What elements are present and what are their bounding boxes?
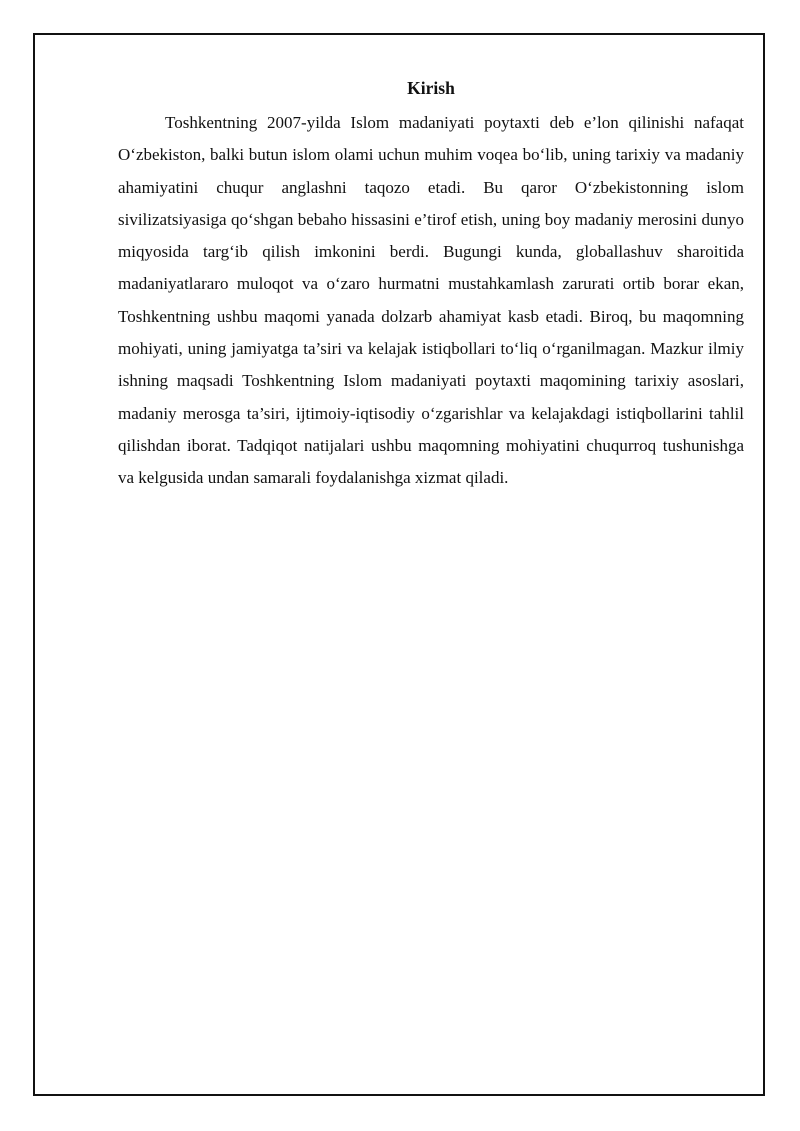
page-border — [33, 33, 765, 1096]
page-title: Kirish — [407, 78, 455, 98]
intro-paragraph: Toshkentning 2007-yilda Islom madaniyati poytaxti deb e’lon qilinishi nafaqat O‘zbekiston, balki butun islom olami uchun muhim voqea bo‘lib, uning tarixiy va madaniy ahamiyatini chuqur anglashni taqozo etadi. Bu qaror O‘zbekistonning islom sivilizatsiyasiga qo‘shgan bebaho hissasini e’tirof etish, uning boy madaniy merosini dunyo miqyosida targ‘ib qilish imkonini berdi. Bugungi kunda, globallashuv sharoitida madaniyatlararo muloqot va o‘zaro hurmatni mustahkamlash zarurati ortib borar ekan, Toshkentning ushbu maqomi yanada dolzarb ahamiyat kasb etadi. Biroq, bu maqomning mohiyati, uning jamiyatga ta’siri va kelajak istiqbollari to‘liq o‘rganilmagan. Mazkur ilmiy ishning maqsadi Toshkentning Islom madaniyati poytaxti maqomining tarixiy asoslari, madaniy merosga ta’siri, ijtimoiy-iqtisodiy o‘zgarishlar va kelajakdagi istiqbollarini tahlil qilishdan iborat. Tadqiqot natijalari ushbu maqomning mohiyatini chuqurroq tushunishga va kelgusida undan samarali foydalanishga xizmat qiladi. — [118, 113, 744, 488]
document-body — [118, 35, 744, 495]
